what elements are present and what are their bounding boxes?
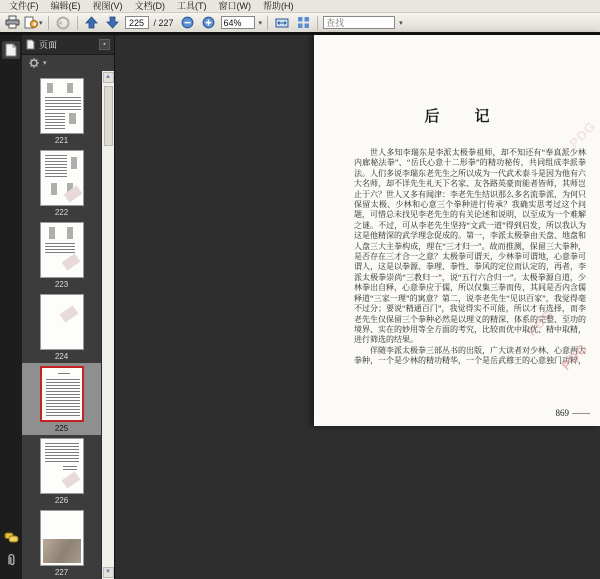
- zoom-caret-icon[interactable]: ▾: [258, 19, 263, 27]
- comments-panel-button[interactable]: [2, 529, 20, 547]
- toolbar-separator: [317, 16, 318, 30]
- thumbnail-page-number: 222: [54, 208, 69, 217]
- toolbar: [0, 13, 600, 32]
- thumbnail-row-226[interactable]: [22, 435, 101, 507]
- toolbar-separator: [77, 16, 78, 30]
- find-input[interactable]: [323, 16, 395, 29]
- navigation-strip: [0, 35, 22, 579]
- fit-page-icon: [297, 16, 310, 29]
- page-icon: [26, 39, 35, 50]
- pages-panel-toolbar: [22, 55, 114, 71]
- menu-bar: [0, 0, 600, 13]
- thumbnail-page-number: 226: [54, 496, 69, 505]
- thumbnail-page-number: 221: [54, 136, 69, 145]
- paperclip-icon: [5, 553, 17, 567]
- export-icon: [24, 16, 38, 29]
- previous-page-button[interactable]: [83, 15, 101, 31]
- previous-view-button[interactable]: [54, 15, 72, 31]
- zoom-level-input[interactable]: [221, 16, 255, 29]
- page-thumbnail[interactable]: [40, 78, 84, 134]
- zoom-in-button[interactable]: [200, 15, 218, 31]
- menu-edit[interactable]: 编辑(E): [50, 1, 81, 11]
- fit-width-icon: [275, 17, 289, 29]
- menu-view[interactable]: 视图(V): [92, 1, 123, 11]
- thumbnail-scrollbar[interactable]: [101, 71, 114, 579]
- page-total-label: / 227: [153, 17, 174, 28]
- export-caret-icon: ▾: [39, 19, 43, 27]
- previous-view-icon: [56, 16, 70, 30]
- options-caret-icon[interactable]: ▾: [43, 60, 47, 67]
- thumbnail-row-221[interactable]: [22, 75, 101, 147]
- find-caret-icon[interactable]: ▾: [399, 19, 403, 27]
- thumbnail-row-222[interactable]: [22, 147, 101, 219]
- paragraph: 伴随李派太极拳三部丛书的出版，广大读者对少林、心意两大拳种，一个是少林的精功精华，一个是岳武穆王的心意独门功粹，: [354, 345, 586, 366]
- document-page[interactable]: [314, 35, 600, 426]
- scrollbar-thumb[interactable]: [104, 86, 113, 146]
- options-gear-icon[interactable]: [28, 57, 40, 69]
- toolbar-separator: [48, 16, 49, 30]
- thumbnail-row-224[interactable]: [22, 291, 101, 363]
- page-title: 后 记: [424, 109, 500, 125]
- page-thumbnails-icon: [5, 43, 17, 57]
- arrow-up-icon: [85, 16, 98, 29]
- thumbnail-page-number: 224: [54, 352, 69, 361]
- menu-window[interactable]: 窗口(W): [218, 1, 251, 11]
- zoom-out-button[interactable]: [179, 15, 197, 31]
- scroll-down-icon[interactable]: ▼: [103, 567, 114, 578]
- pages-panel-header: [22, 35, 114, 55]
- next-page-button[interactable]: [104, 15, 122, 31]
- page-number-input[interactable]: [125, 16, 149, 29]
- menu-file[interactable]: 文件(F): [9, 1, 39, 11]
- thumbnail-row-225-selected[interactable]: [22, 363, 101, 435]
- page-thumbnail[interactable]: [40, 510, 84, 566]
- pdg-watermark: PDG: [566, 118, 599, 151]
- comments-icon: [4, 532, 19, 544]
- zoom-out-icon: [181, 16, 194, 29]
- toolbar-separator: [267, 16, 268, 30]
- print-button[interactable]: [3, 15, 21, 31]
- scroll-up-icon[interactable]: ▲: [103, 72, 114, 83]
- page-thumbnail[interactable]: [40, 150, 84, 206]
- thumbnail-row-223[interactable]: [22, 219, 101, 291]
- pdg-watermark: PDG: [524, 306, 557, 339]
- fit-page-button[interactable]: [294, 15, 312, 31]
- page-body-text: [354, 148, 586, 367]
- pages-panel-title: 页面: [39, 40, 58, 50]
- page-thumbnail[interactable]: [40, 222, 84, 278]
- thumbnail-page-number: 225: [54, 424, 69, 433]
- page-number: 869 ——: [555, 408, 590, 418]
- page-thumbnail[interactable]: [40, 438, 84, 494]
- page-thumbnail[interactable]: [40, 294, 84, 350]
- pdg-watermark: PDG: [558, 340, 591, 373]
- pages-panel: [22, 35, 115, 579]
- printer-icon: [5, 16, 20, 29]
- menu-tools[interactable]: 工具(T): [177, 1, 207, 11]
- thumbnail-list: [22, 71, 101, 579]
- menu-help[interactable]: 帮助(H): [263, 1, 294, 11]
- paragraph: 世人多知李瑞东是李派太极拳祖师，却不知还有“奉真派少林内廊秘法拳”、“岳氏心意十二形拳”的精功秘传，共同组成李派拳法。人们多说李瑞东老先生之所以成为一代武术泰斗是因为他有六大名师，却不详先生礼天下名家、友各路英豪而能者皆师，其师岂止于六？世人又多有闻津：李老先生结识那么多名流拳派，为何只保留太极、少林和心意三个拳种进行传承？我确实思考过这个问题，可惜总未找见李老先生的有关论述和说明，以至成为一个难解之谜。不过，可从李老先生坚持“文武一道”得到启发，所以我认为这是他精深的武学理念促成的。第一，李派太极拳由天盘、地盘和人盘三大主拳构成，理在“三才归一”。故而推测，保留三大拳种，是否存在三才合一之意？太极拳可谓天，少林拳可谓地，心意拳可谓人，这是以拳源、拳理、拳性、拳风的定位而认定的，再者，李派太极拳崇尚“三教归一”，说“五行六合归一”。太极拳源自道，少林拳出自释，心意拳应于儒，所以仅集三拳而传，其间是否内含儒释道“三家一理”的寓意？第二，说李老先生“见识百家”，我觉得毫不过分；要说“精通百门”，我觉得实不可能，所以才有选择，而李老先生仅保留三个拳种必然是以理义的精深、体系的完整、至功的境界、实在的妙用等全方面的考究，比较而优中取优、精中取精，进行筛选的结果。: [354, 148, 586, 345]
- pages-panel-button[interactable]: [2, 41, 20, 59]
- zoom-in-icon: [202, 16, 215, 29]
- content-area: [0, 32, 600, 579]
- export-button[interactable]: [24, 15, 43, 31]
- fit-width-button[interactable]: [273, 15, 291, 31]
- thumbnail-row-227[interactable]: [22, 507, 101, 579]
- thumbnail-page-number: 223: [54, 280, 69, 289]
- attachments-panel-button[interactable]: [2, 551, 20, 569]
- document-view[interactable]: [115, 35, 600, 579]
- panel-options-button[interactable]: ▪: [99, 39, 110, 50]
- arrow-down-icon: [106, 16, 119, 29]
- menu-document[interactable]: 文档(D): [134, 1, 165, 11]
- thumbnail-page-number: 227: [54, 568, 69, 577]
- page-thumbnail[interactable]: [40, 366, 84, 422]
